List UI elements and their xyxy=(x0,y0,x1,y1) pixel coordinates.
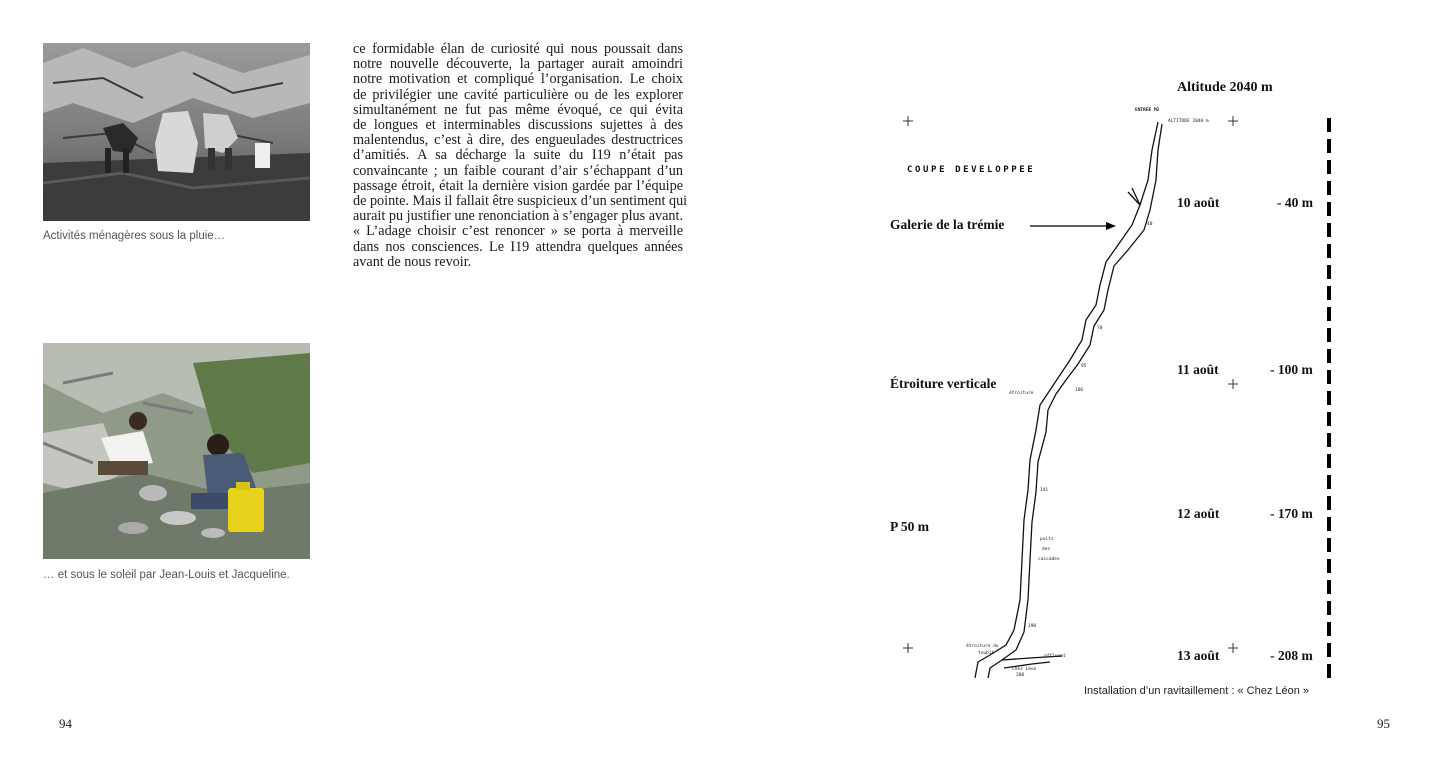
text-line: notre motivation et compliqué l’organisation. Le choix xyxy=(353,71,683,88)
label-p50: P 50 m xyxy=(890,519,929,534)
annotation: 40 xyxy=(1147,222,1153,227)
annotation: Chez Léon xyxy=(1012,667,1037,672)
arrow-galerie xyxy=(1030,222,1116,230)
photo2-caption: … et sous le soleil par Jean-Louis et Jacqueline. xyxy=(43,569,290,581)
date-label: 11 août xyxy=(1177,362,1219,377)
text-line: d’amitiés. A sa décharge la suite du I19 n’était pas xyxy=(353,147,683,164)
annotation: 190 xyxy=(1028,624,1037,629)
altitude-small-label: ALTITUDE 2040 m xyxy=(1168,119,1209,124)
annotation: 95 xyxy=(1081,364,1087,369)
cave-passage xyxy=(975,122,1162,678)
page-number-right: 95 xyxy=(1377,716,1390,731)
annotation: puits xyxy=(1040,537,1054,542)
annotation: affluent xyxy=(1044,654,1066,659)
text-line: ce formidable élan de curiosité qui nous poussait dans xyxy=(353,41,683,57)
annotation: étroiture xyxy=(1009,391,1034,396)
date-label: 10 août xyxy=(1177,195,1220,210)
annotation: des xyxy=(1042,547,1051,552)
text-line: avant de nous revoir. xyxy=(353,253,472,270)
annotation: 70 xyxy=(1097,326,1103,331)
annotation: cascades xyxy=(1038,557,1060,562)
text-line: simultanément ne fut pas même évoqué, ce qui évita xyxy=(353,101,683,118)
depth-label: - 40 m xyxy=(1277,195,1313,210)
date-label: 12 août xyxy=(1177,506,1220,521)
text-line: aurait pu justifier une renonciation à s’engager plus avant. xyxy=(353,208,683,225)
text-line: de longues et interminables discussions sujettes à des xyxy=(353,117,683,134)
coupe-label: COUPE DEVELOPPEE xyxy=(907,165,1036,175)
depth-label: - 100 m xyxy=(1270,362,1313,377)
page-number-left: 94 xyxy=(59,716,72,731)
annotation: 106 xyxy=(1075,388,1084,393)
entree-label: ENTREE M2 xyxy=(1135,108,1160,113)
label-etroiture: Étroiture verticale xyxy=(890,376,997,391)
date-label: 13 août xyxy=(1177,648,1220,663)
label-galerie: Galerie de la trémie xyxy=(890,217,1005,232)
text-line: « L’adage choisir c’est renoncer » se porta à merveille xyxy=(353,223,683,240)
depth-label: - 170 m xyxy=(1270,506,1313,521)
text-line: notre nouvelle découverte, la partager aurait amoindri xyxy=(353,56,683,73)
text-line: de privilégier une cavité particulière ou de les explorer xyxy=(353,86,683,103)
text-line: passage étroit, était la dernière vision gardée par l’équipe xyxy=(353,177,683,194)
annotation: toubib xyxy=(978,651,995,656)
photo1-caption: Activités ménagères sous la pluie… xyxy=(43,230,226,242)
annotation: 141 xyxy=(1040,488,1049,493)
altitude-title: Altitude 2040 m xyxy=(1177,80,1273,95)
annotation: étroiture du xyxy=(966,644,999,649)
text-line: convaincante ; un faible courant d’air s’échappant d’un xyxy=(353,162,683,179)
text-line: dans nos consciences. Le I19 attendra quelques années xyxy=(353,238,683,255)
annotation: 208 xyxy=(1016,673,1025,678)
text-line: malentendus, c’est à dire, des engueulades destructrices xyxy=(353,132,683,149)
survey-caption: Installation d’un ravitaillement : « Chez Léon » xyxy=(1084,685,1310,697)
depth-label: - 208 m xyxy=(1270,648,1313,663)
text-line: de pointe. Mais il fallait être suspicieux d’un sentiment qui xyxy=(353,193,688,210)
